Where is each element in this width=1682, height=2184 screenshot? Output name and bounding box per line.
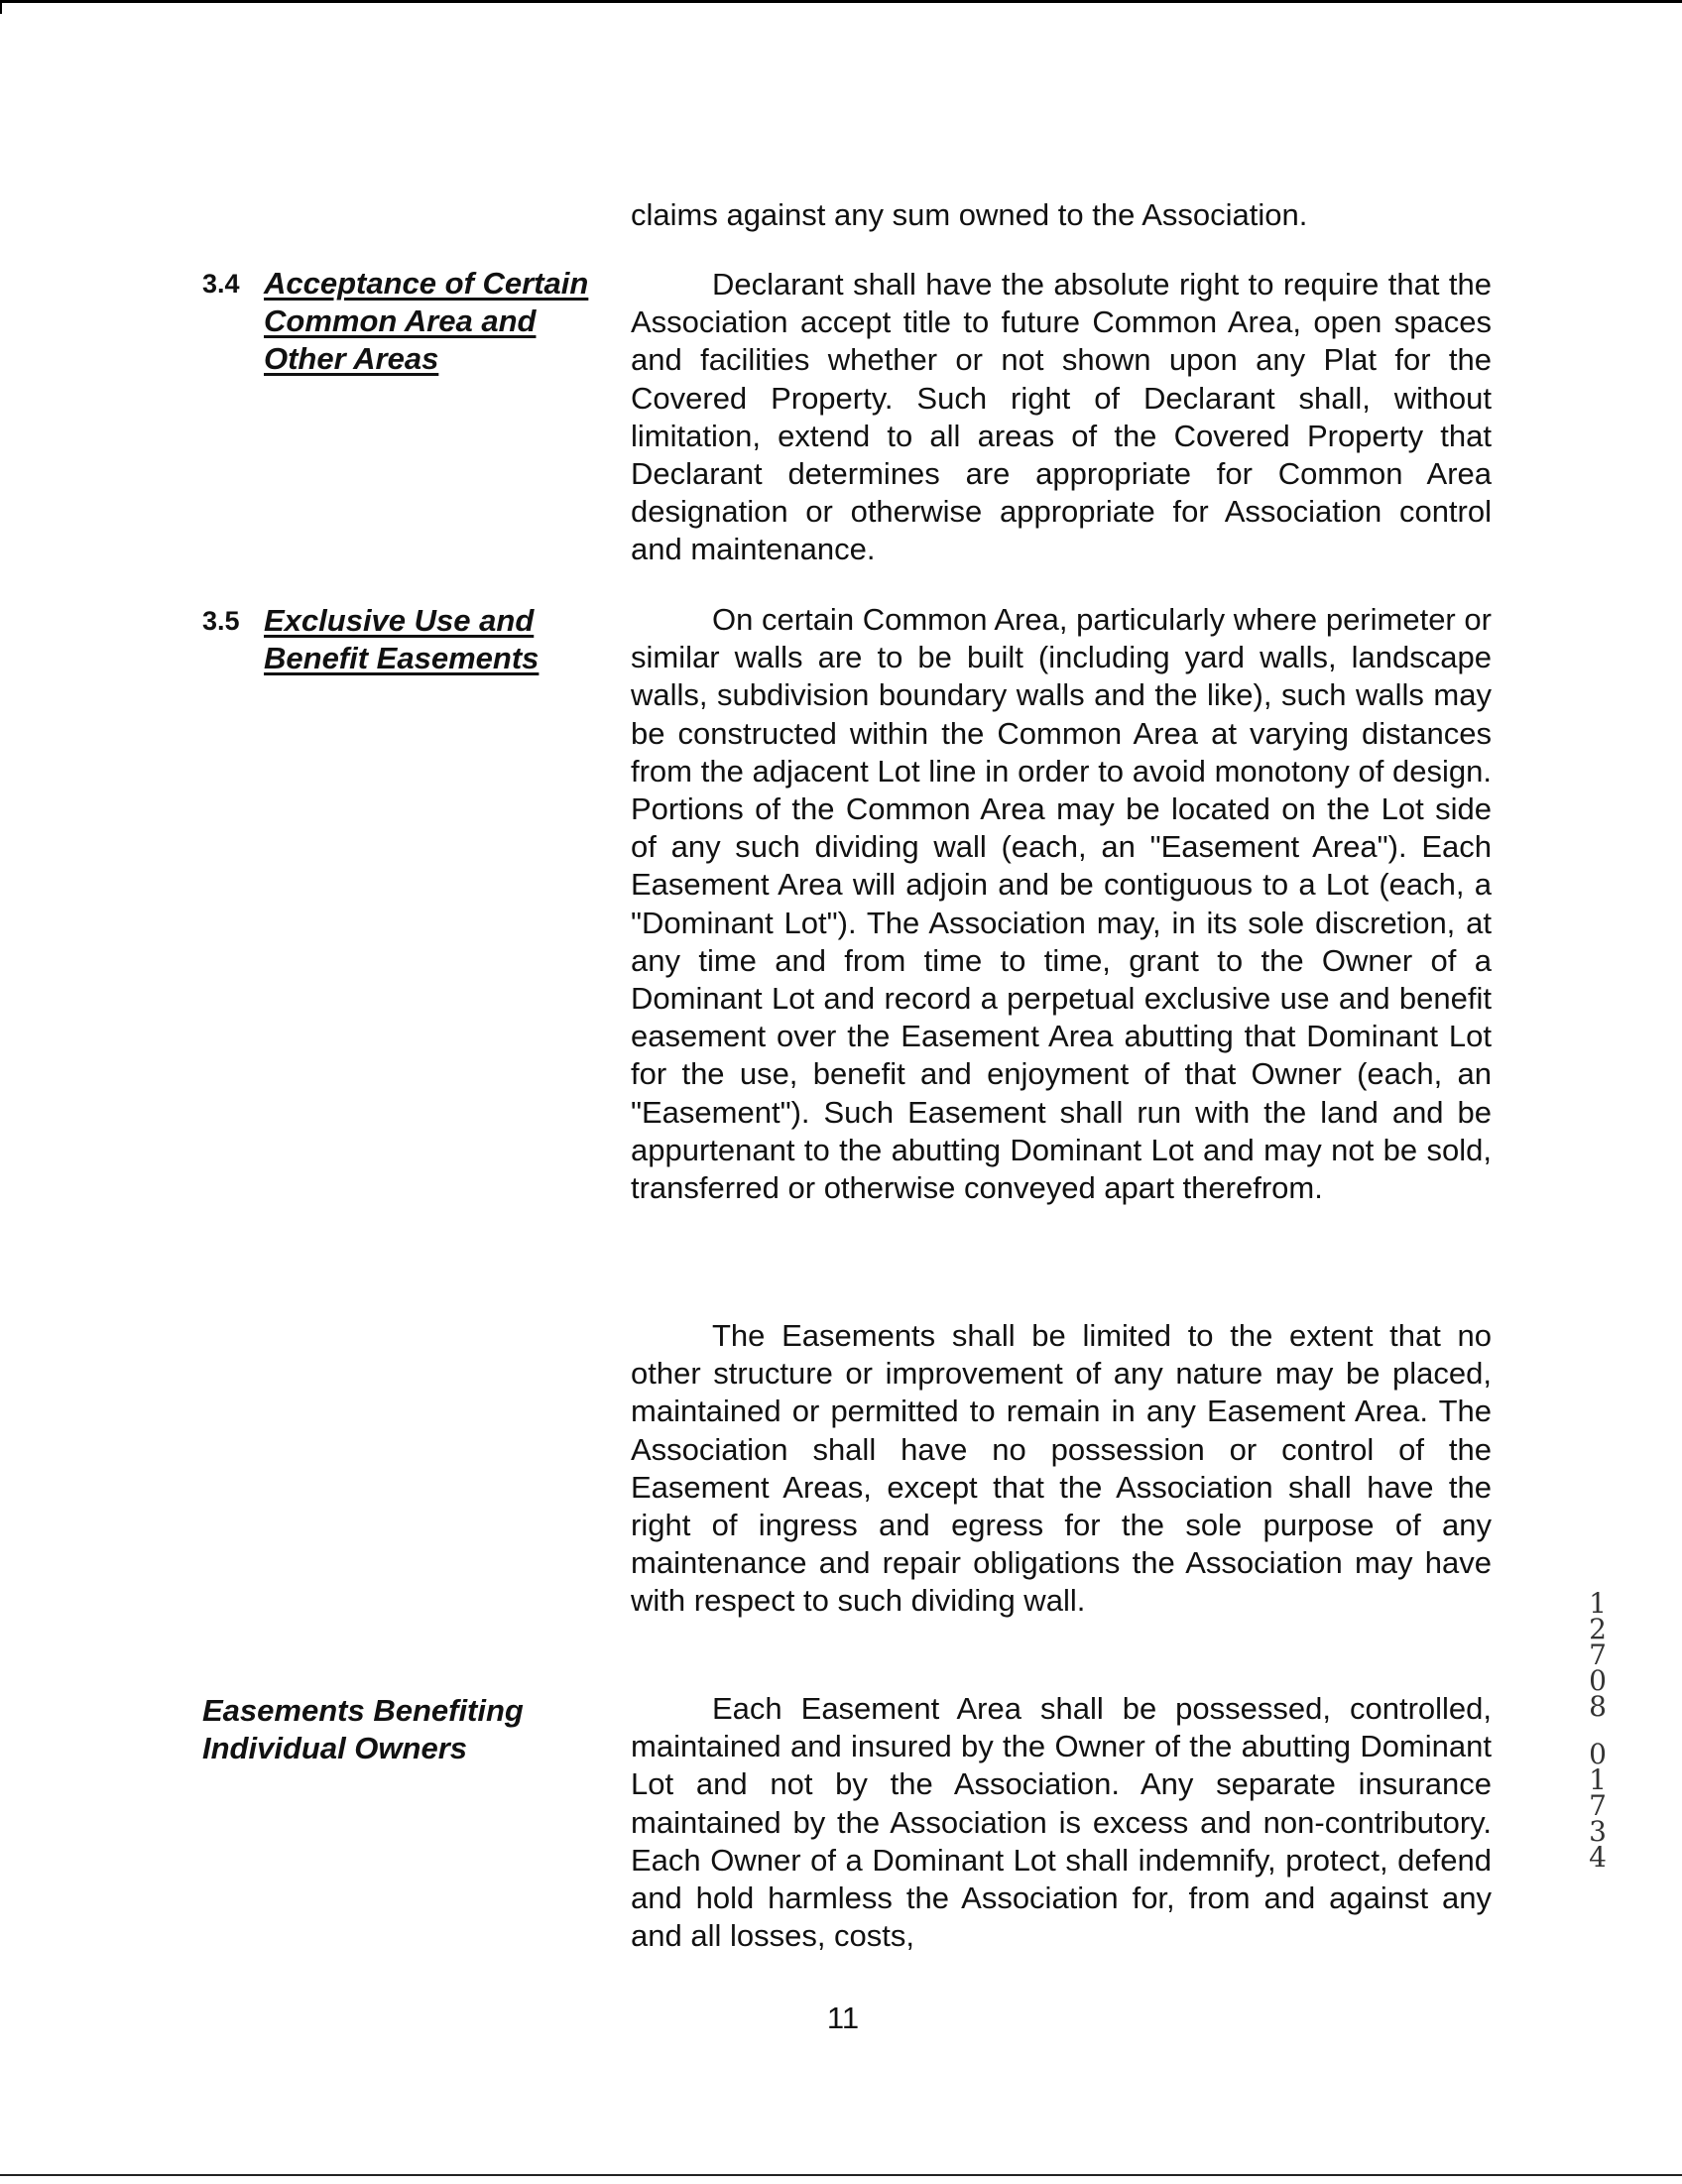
stamp-digit: 0 — [1589, 1664, 1607, 1697]
section-3-4-paragraph: Declarant shall have the absolute right to require that the Association accept title to future Common Area, open spaces and facilities whether or not shown upon any Plat for the Covered Property. Such right of Declarant shall, without limitation, extend to all areas of the Covered Property that Declarant determines are appropriate for Common Area designation or otherwise appropriate for Association control and maintenance. — [631, 267, 1492, 567]
recording-stamp-top — [1583, 1587, 1613, 1723]
stamp-digit: 8 — [1589, 1690, 1607, 1723]
stamp-digit: 7 — [1589, 1789, 1607, 1822]
section-3-5-paragraph-2: The Easements shall be limited to the extent that no other structure or improvement of any nature may be placed, maintained or permitted to remain in any Easement Area. The Association shall have no possession or control of the Easement Areas, except that the Association shall have the right of ingress and egress for the sole purpose of any maintenance and repair obligations the Association may have with respect to such dividing wall. — [631, 1318, 1492, 1619]
stamp-digit: 4 — [1589, 1841, 1607, 1874]
section-3-5-heading — [202, 602, 599, 681]
stamp-digit: 0 — [1589, 1738, 1607, 1770]
page-number: 11 — [826, 2001, 860, 2035]
scan-border-bottom — [0, 2174, 1682, 2176]
easements-benefiting-heading — [202, 1692, 599, 1771]
stamp-digit: 1 — [1589, 1763, 1607, 1796]
stamp-digit: 3 — [1589, 1815, 1607, 1848]
section-title: Acceptance of Certain Common Area and Other Areas — [264, 266, 589, 377]
section-title: Easements Benefiting Individual Owners — [202, 1693, 524, 1766]
section-3-4-heading — [202, 265, 599, 424]
section-title: Exclusive Use and Benefit Easements — [264, 603, 540, 676]
continuation-text: claims against any sum owned to the Association. — [631, 197, 1308, 232]
stamp-digit: 2 — [1589, 1613, 1607, 1645]
scan-border-left-mark — [0, 0, 2, 14]
scan-border-top — [0, 0, 1682, 3]
section-3-5-paragraph-1: On certain Common Area, particularly where perimeter or similar walls are to be built (including yard walls, landscape walls, subdivision boundary walls and the like), such walls may be constructed within the Common Area at varying distances from the adjacent Lot line in order to avoid monotony of design. Portions of the Common Area may be located on the Lot side of any such dividing wall (each, an "Easement Area"). Each Easement Area will adjoin and be contiguous to a Lot (each, a "Dominant Lot"). The Association may, in its sole discretion, at any time and from time to time, grant to the Owner of a Dominant Lot and record a perpetual exclusive use and benefit easement over the Easement Area abutting that Dominant Lot for the use, benefit and enjoyment of that Owner (each, an "Easement"). Such Easement shall run with the land and be appurtenant to the abutting Dominant Lot and may not be sold, transferred or otherwise conveyed apart therefrom. — [631, 602, 1492, 1206]
stamp-digit: 7 — [1589, 1638, 1607, 1671]
section-number: 3.5 — [202, 606, 240, 636]
stamp-digit: 1 — [1589, 1587, 1607, 1620]
section-number: 3.4 — [202, 269, 240, 299]
easements-benefiting-paragraph: Each Easement Area shall be possessed, controlled, maintained and insured by the Owner of the abutting Dominant Lot and not by the Association. Any separate insurance maintained by the Association is excess and non-contributory. Each Owner of a Dominant Lot shall indemnify, protect, defend and hold harmless the Association for, from and against any and all losses, costs, — [631, 1691, 1492, 1954]
recording-stamp-bottom — [1583, 1738, 1613, 1874]
